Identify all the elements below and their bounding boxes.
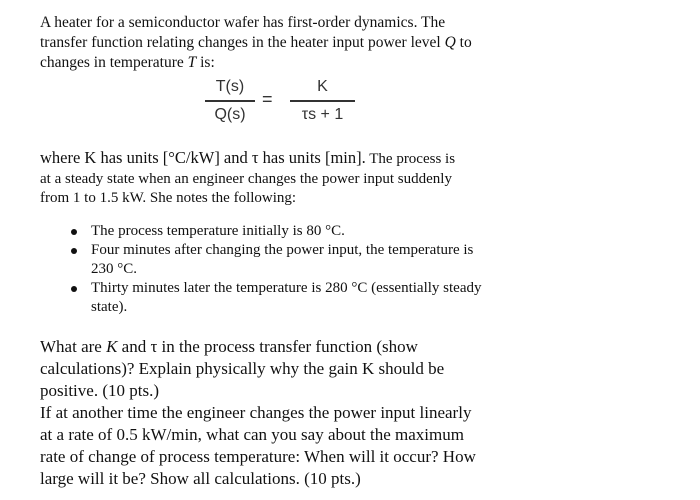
list-item <box>71 279 541 317</box>
intro-line-3b: is: <box>196 54 215 71</box>
intro-line-2b: to <box>455 34 472 51</box>
intro-paragraph <box>40 13 560 73</box>
intro-var-q: Q <box>444 34 456 51</box>
bullet-line-2: state). <box>91 299 128 315</box>
bullet-line-1: The process temperature initially is 80 °C. <box>91 223 345 239</box>
rhs-denominator: τs + 1 <box>301 105 344 123</box>
intro-line-3a: changes in temperature <box>40 54 188 71</box>
bullet-icon <box>71 286 77 292</box>
list-item <box>71 222 541 241</box>
question-2-line-3: rate of change of process temperature: When will it occur? How <box>40 447 476 466</box>
bullet-icon <box>71 248 77 254</box>
observations-list <box>71 222 541 317</box>
bullet-icon <box>71 229 77 235</box>
bullet-line-1: Thirty minutes later the temperature is 280 °C (essentially steady <box>91 280 482 296</box>
question-1-var-k: K <box>106 337 118 356</box>
rhs-fraction <box>290 77 355 125</box>
question-1-line-3: positive. (10 pts.) <box>40 381 159 400</box>
lhs-fraction <box>205 77 255 125</box>
question-1 <box>40 336 540 402</box>
question-1-line-1b: and τ in the process transfer function (show <box>117 337 418 356</box>
transfer-function-equation <box>205 75 375 131</box>
intro-line-2a: transfer function relating changes in the heater input power level <box>40 34 445 51</box>
question-2-line-1: If at another time the engineer changes the power input linearly <box>40 403 472 422</box>
intro-var-t: T <box>187 54 197 71</box>
question-2-line-4: large will it be? Show all calculations. (10 pts.) <box>40 469 361 488</box>
equals-sign: = <box>262 89 273 109</box>
bullet-line-2: 230 °C. <box>91 261 138 277</box>
lhs-denominator: Q(s) <box>214 105 246 123</box>
rhs-fraction-bar <box>290 100 355 102</box>
lhs-fraction-bar <box>205 100 255 102</box>
question-1-line-1a: What are <box>40 337 107 356</box>
description-line-2: at a steady state when an engineer changes the power input suddenly <box>40 170 452 187</box>
description-rest-1: The process is <box>365 151 456 167</box>
description-paragraph <box>40 148 540 209</box>
description-lead: where K has units [°C/kW] and τ has units [min]. <box>40 148 366 167</box>
description-line-3: from 1 to 1.5 kW. She notes the following: <box>40 190 297 206</box>
question-2-line-2: at a rate of 0.5 kW/min, what can you say about the maximum <box>40 425 464 444</box>
lhs-numerator: T(s) <box>215 78 245 95</box>
list-item <box>71 241 541 279</box>
bullet-line-1: Four minutes after changing the power input, the temperature is <box>91 242 474 258</box>
question-2 <box>40 402 540 490</box>
rhs-numerator: K <box>317 78 328 95</box>
intro-line-1: A heater for a semiconductor wafer has first-order dynamics. The <box>40 14 446 31</box>
question-1-line-2: calculations)? Explain physically why the gain K should be <box>40 359 445 378</box>
